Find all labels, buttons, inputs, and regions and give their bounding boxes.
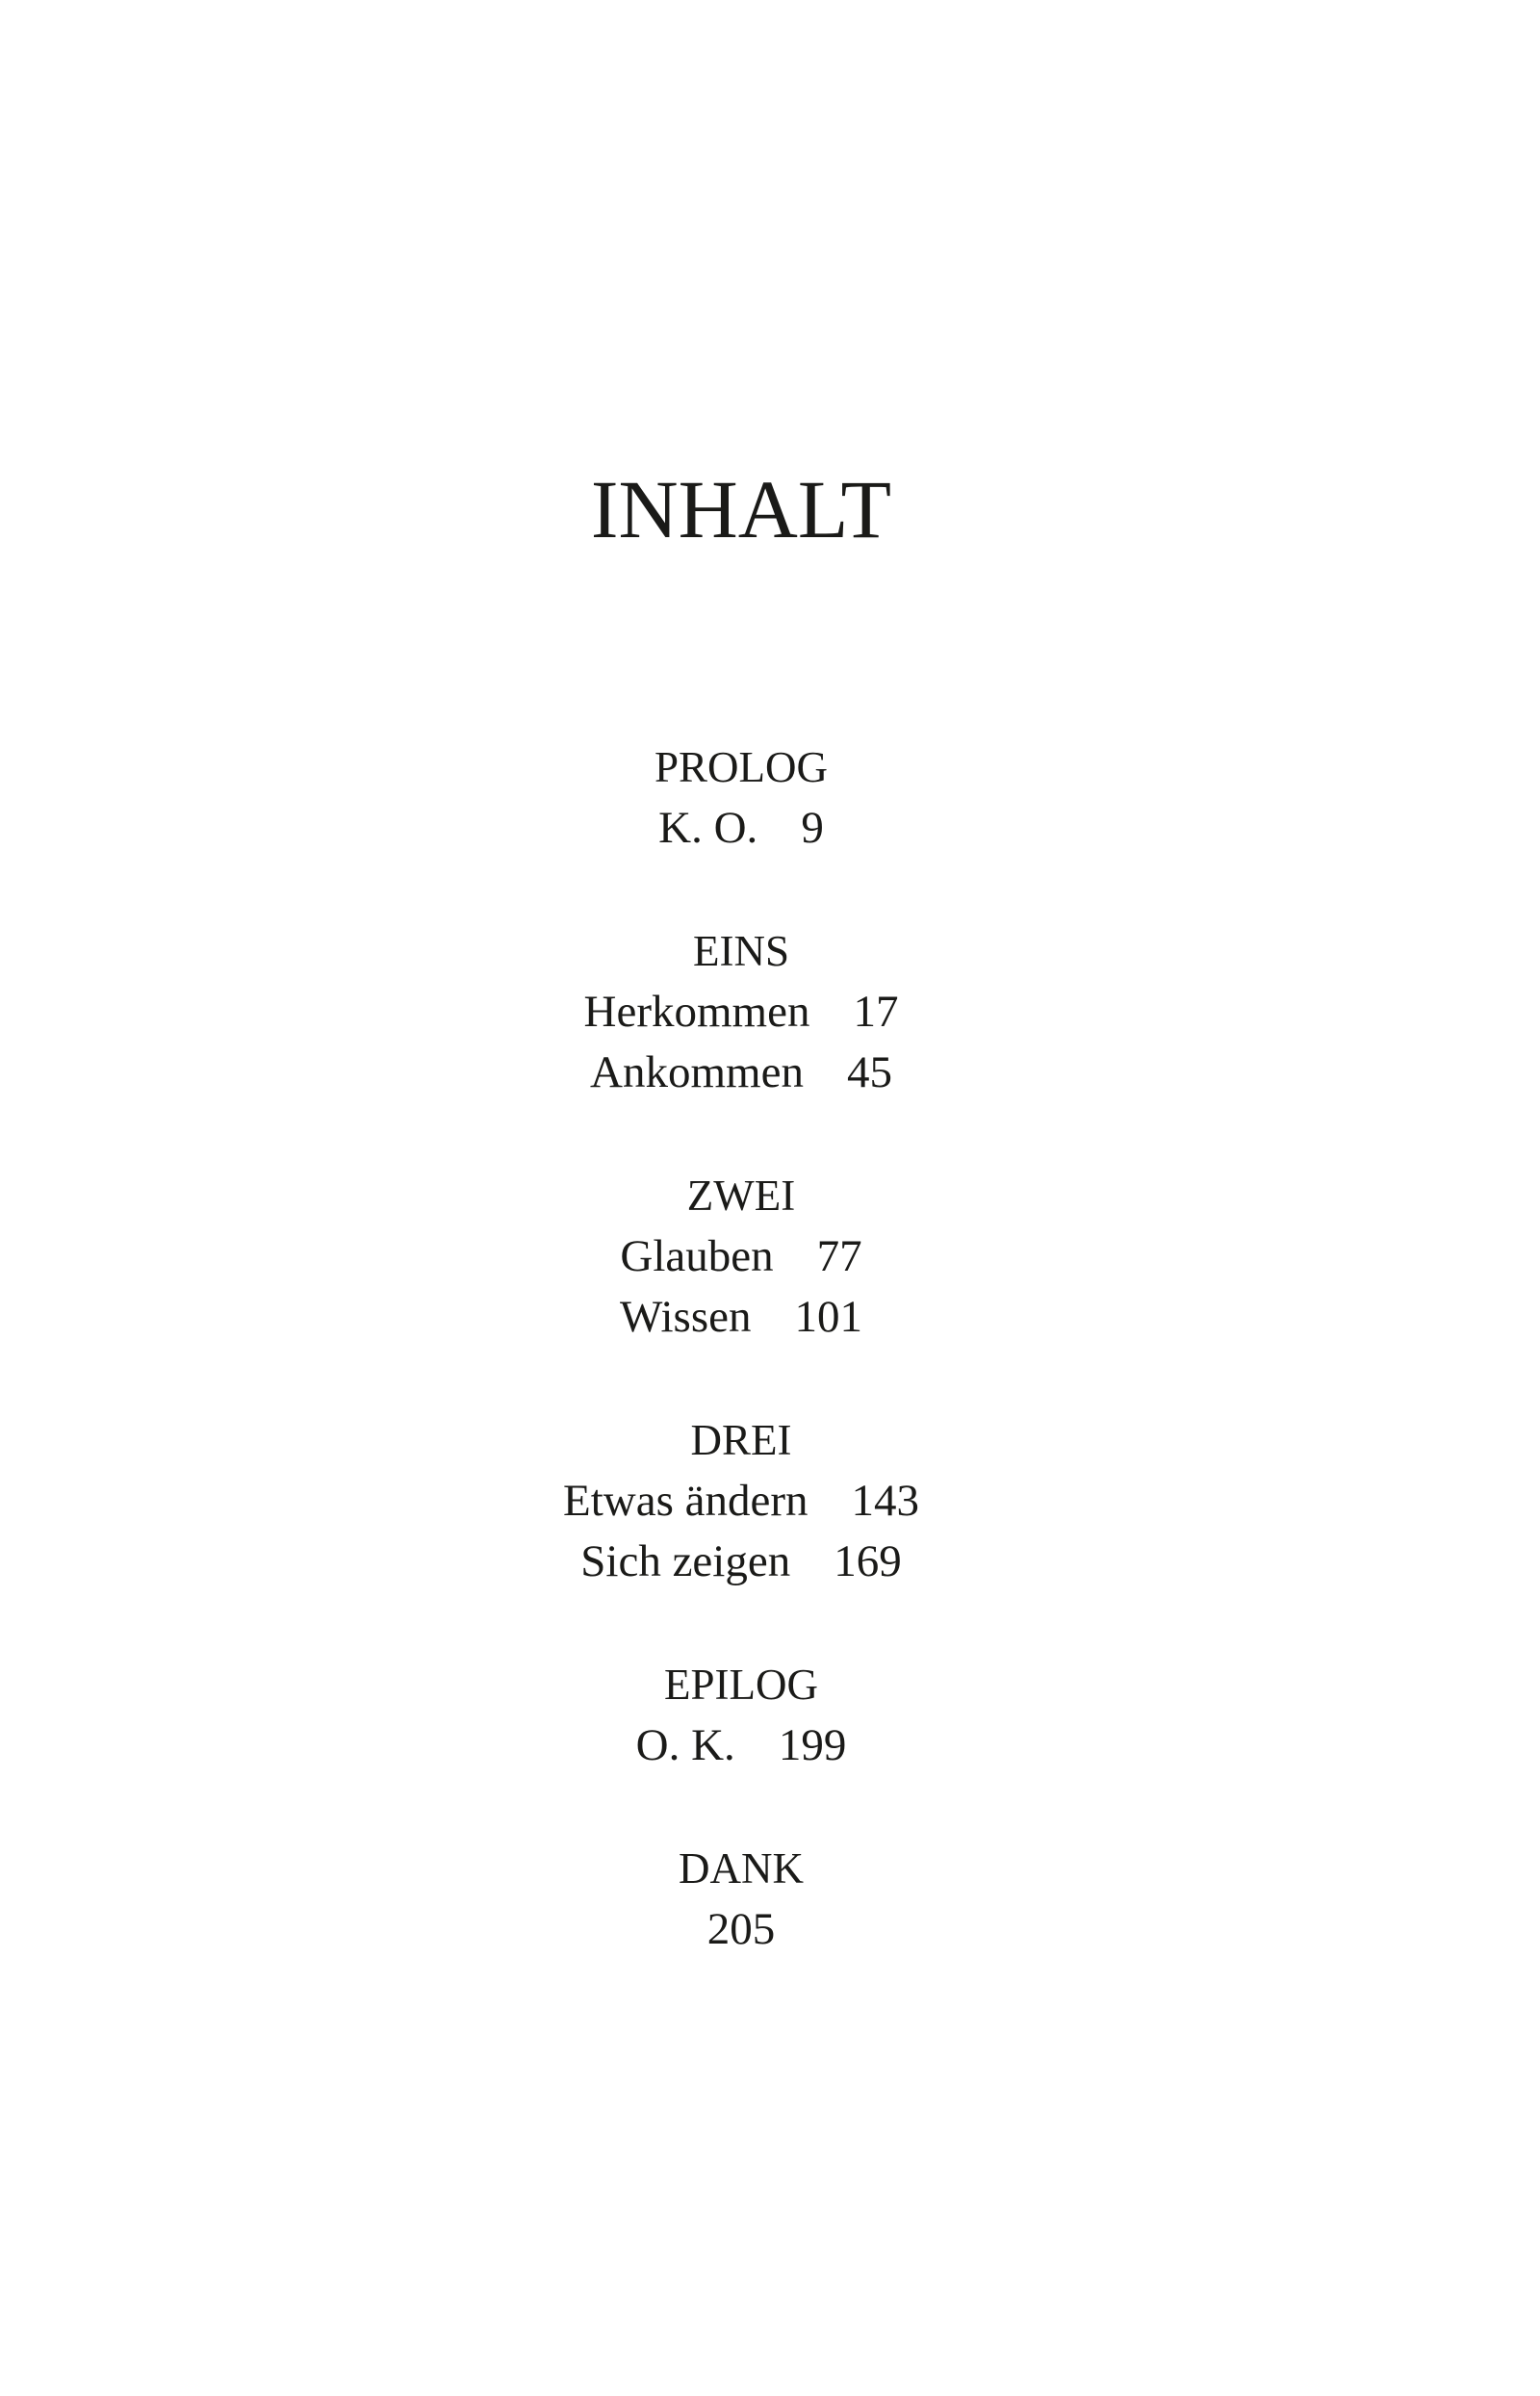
toc-entry [0, 1532, 1482, 1592]
toc-entry [0, 1287, 1482, 1348]
toc-entry-label: O. K. [635, 1720, 735, 1770]
toc-entry-label: Sich zeigen [580, 1536, 791, 1586]
toc-entry [0, 1043, 1482, 1103]
toc-entry-page-number: 169 [834, 1536, 902, 1586]
toc-entry-label: Wissen [620, 1292, 752, 1342]
toc-section-epilog [0, 1655, 1482, 1776]
toc-section-heading: EINS [693, 927, 789, 975]
toc-section-dank [0, 1839, 1482, 1960]
toc-entry [0, 1471, 1482, 1532]
toc-section-heading: EPILOG [664, 1661, 818, 1709]
toc-entry-page-number: 77 [816, 1231, 862, 1281]
toc-entry [0, 1226, 1482, 1287]
toc-section-drei [0, 1410, 1482, 1592]
toc-entry-page-number: 9 [801, 803, 824, 853]
toc-entry-label: Etwas ändern [563, 1476, 808, 1526]
toc-section-zwei [0, 1166, 1482, 1348]
toc-entry [0, 798, 1482, 859]
toc-entry-label: Herkommen [583, 987, 810, 1037]
toc-entry-page-number: 45 [846, 1047, 892, 1097]
toc-section-heading: DANK [679, 1844, 804, 1893]
toc-entry-page-number: 143 [851, 1476, 919, 1526]
toc-entry-label: Ankommen [590, 1047, 804, 1097]
toc-entry-page-number: 101 [794, 1292, 862, 1342]
toc-section-heading: ZWEI [686, 1172, 796, 1220]
toc-entry [0, 1715, 1482, 1776]
toc-sections [0, 737, 1482, 1960]
toc-section-eins [0, 921, 1482, 1103]
toc-entry [0, 982, 1482, 1043]
toc-entry-label: K. O. [658, 803, 758, 853]
page-title: INHALT [590, 463, 892, 555]
toc-section-prolog [0, 737, 1482, 859]
toc-section-heading: PROLOG [654, 743, 829, 791]
toc-entry [0, 1899, 1482, 1960]
toc-section-heading: DREI [690, 1416, 792, 1464]
toc-entry-page-number: 199 [778, 1720, 847, 1770]
toc-entry-page-number: 205 [706, 1904, 776, 1954]
toc-entry-label: Glauben [620, 1231, 774, 1281]
toc-entry-page-number: 17 [853, 987, 899, 1037]
